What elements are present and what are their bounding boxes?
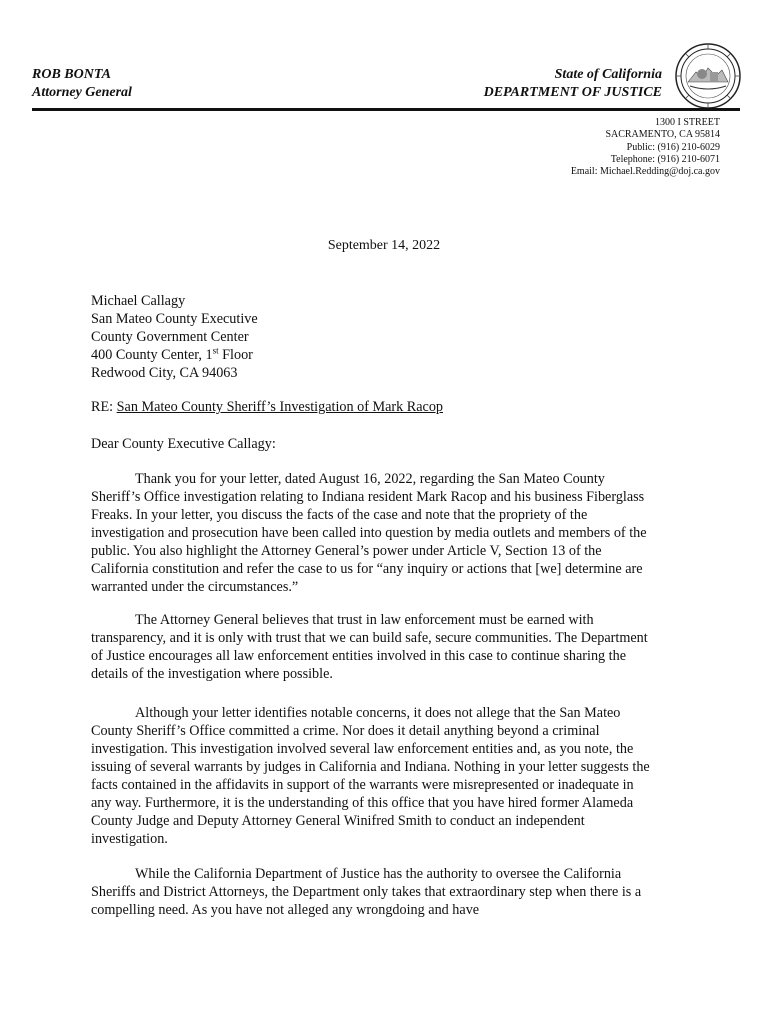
recipient-street-sup: st <box>212 345 219 356</box>
state-seal-icon <box>674 42 742 110</box>
letter-date: September 14, 2022 <box>327 238 441 253</box>
paragraph-4: While the California Department of Justice has the authority to oversee the California Sheriffs and District Attorneys, the Department only takes that extraordinary step when there is a compelling need. As you have not alleged any wrongdoing and have <box>91 866 642 918</box>
paragraph-2: The Attorney General believes that trust in law enforcement must be earned with transparency, and it is only with trust that we can build safe, secure communities. The Department of Justice encourages all law enforcement entities involved in this case to continue sharing the details of the investigation where possible. <box>91 612 648 682</box>
recipient-org: County Government Center <box>91 329 249 345</box>
paragraph-3: Although your letter identifies notable concerns, it does not allege that the San Mateo County Sheriff’s Office committed a crime. Nor does it detail anything beyond a criminal investigation. This investigation involved several law enforcement entities and, as you note, the issuing of several warrants by judges in California and Indiana. Nothing in your letter suggests the facts contained in the affidavits in support of the warrants were misrepresented or inadequate in any way. Furthermore, it is the understanding of this office that you have hired former Alameda County Judge and Deputy Attorney General Winifred Smith to conduct an independent investigation. <box>91 705 650 847</box>
letterhead-rule <box>32 108 740 111</box>
recipient-street <box>91 346 651 364</box>
letterhead-right <box>484 66 662 102</box>
address-public-phone: Public: (916) 210-6029 <box>626 141 720 153</box>
recipient-block <box>91 292 651 382</box>
re-label: RE: <box>91 399 117 415</box>
recipient-title: San Mateo County Executive <box>91 311 258 327</box>
salutation: Dear County Executive Callagy: <box>91 436 276 452</box>
attorney-general-name: ROB BONTA <box>32 67 111 82</box>
address-city: SACRAMENTO, CA 95814 <box>605 129 720 141</box>
address-email: Email: Michael.Redding@doj.ca.gov <box>570 166 720 178</box>
state-name: State of California <box>554 67 662 82</box>
recipient-street-suffix: Floor <box>218 347 253 363</box>
letterhead-left <box>32 66 132 102</box>
recipient-street-prefix: 400 County Center, 1 <box>91 347 213 363</box>
address-telephone: Telephone: (916) 210-6071 <box>610 153 720 165</box>
re-line <box>91 398 651 416</box>
department-name: DEPARTMENT OF JUSTICE <box>483 85 662 100</box>
attorney-general-title: Attorney General <box>32 85 132 100</box>
re-subject: San Mateo County Sheriff’s Investigation of Mark Racop <box>116 399 444 415</box>
address-street: 1300 I STREET <box>655 117 720 128</box>
paragraph-1: Thank you for your letter, dated August 16, 2022, regarding the San Mateo County Sheriff’s Office investigation relating to Indiana resident Mark Racop and his business Fiberglass Freaks. In your letter, you discuss the facts of the case and note that the propriety of the investigation and prosecution have been called into question by media outlets and members of the public. You also highlight the Attorney General’s power under Article V, Section 13 of the California constitution and refer the case to us for “any inquiry or actions that [we] determine are warranted under the circumstances.” <box>91 471 647 595</box>
recipient-city: Redwood City, CA 94063 <box>91 365 238 381</box>
address-block <box>571 117 720 178</box>
recipient-name: Michael Callagy <box>91 293 186 309</box>
